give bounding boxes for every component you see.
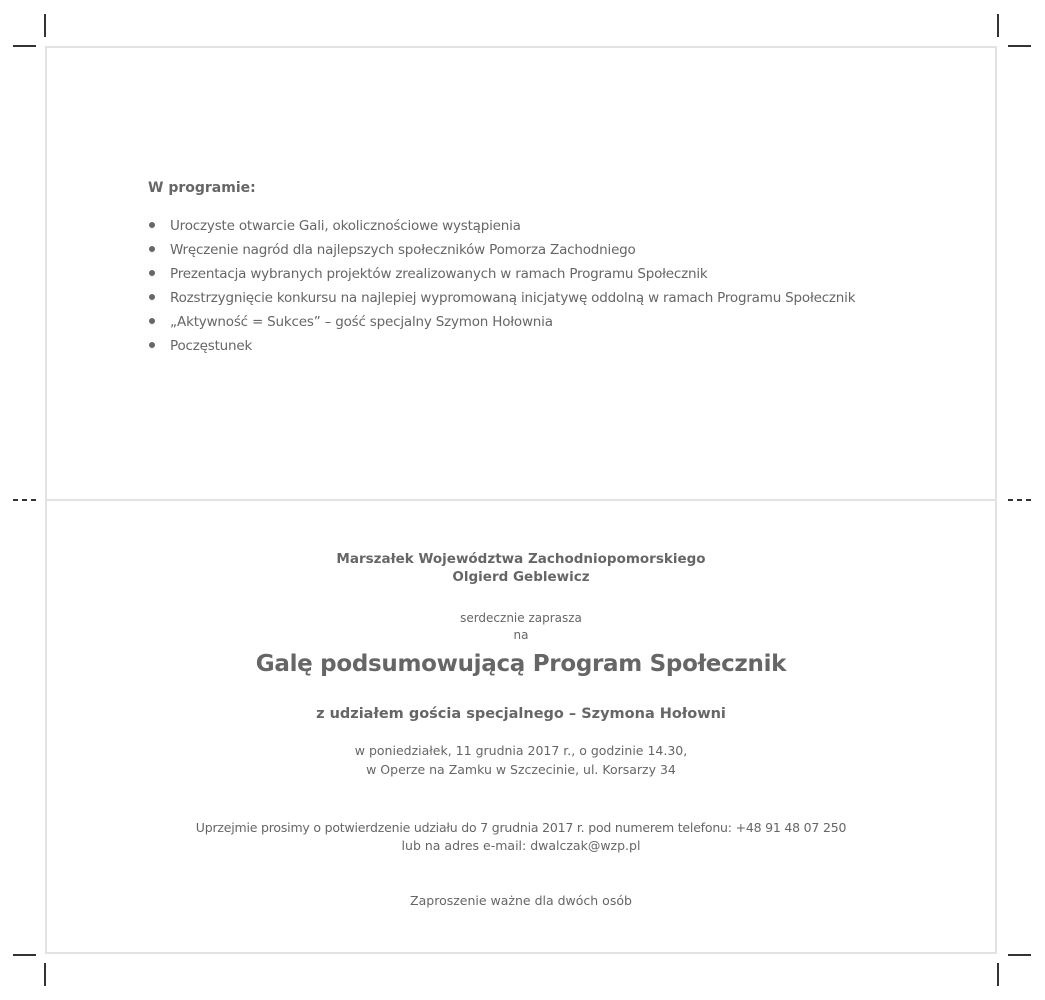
crop-mark bbox=[997, 963, 999, 986]
host-title: Marszałek Województwa Zachodniopomorskiego bbox=[336, 551, 706, 567]
rsvp-line-2: lub na adres e-mail: dwalczak@wzp.pl bbox=[401, 838, 641, 853]
list-item: „Aktywność = Sukces” – gość specjalny Szymon Hołownia bbox=[148, 310, 855, 334]
crop-mark bbox=[44, 963, 46, 986]
rsvp-line-1: Uprzejmie prosimy o potwierdzenie udziału do 7 grudnia 2017 r. pod numerem telefonu: +48 91 48 07 250 bbox=[195, 820, 847, 835]
program-heading: W programie: bbox=[148, 180, 256, 196]
valid-for: Zaproszenie ważne dla dwóch osób bbox=[410, 893, 632, 908]
place-line: w Operze na Zamku w Szczecinie, ul. Korsarzy 34 bbox=[366, 762, 676, 777]
list-item: Uroczyste otwarcie Gali, okolicznościowe wystąpienia bbox=[148, 214, 855, 238]
list-item: Prezentacja wybranych projektów zrealizowanych w ramach Programu Społecznik bbox=[148, 262, 855, 286]
host-name: Olgierd Geblewicz bbox=[452, 569, 590, 585]
crop-mark bbox=[44, 14, 46, 37]
fold-mark bbox=[1017, 499, 1022, 501]
crop-mark bbox=[997, 14, 999, 37]
list-item: Wręczenie nagród dla najlepszych społeczników Pomorza Zachodniego bbox=[148, 238, 855, 262]
program-list bbox=[148, 214, 855, 358]
fold-mark bbox=[1026, 499, 1031, 501]
bullet-icon bbox=[149, 270, 155, 276]
fold-mark bbox=[1008, 499, 1013, 501]
crop-mark bbox=[1008, 954, 1031, 956]
on-text: na bbox=[513, 628, 529, 642]
bullet-icon bbox=[149, 222, 155, 228]
crop-mark bbox=[13, 45, 36, 47]
crop-mark bbox=[13, 954, 36, 956]
list-item: Poczęstunek bbox=[148, 334, 855, 358]
fold-line bbox=[45, 499, 997, 501]
fold-mark bbox=[31, 499, 36, 501]
fold-mark bbox=[22, 499, 27, 501]
bullet-icon bbox=[149, 342, 155, 348]
date-line: w poniedziałek, 11 grudnia 2017 r., o godzinie 14.30, bbox=[354, 743, 688, 758]
bullet-icon bbox=[149, 318, 155, 324]
list-item: Rozstrzygnięcie konkursu na najlepiej wypromowaną inicjatywę oddolną w ramach Programu Społecznik bbox=[148, 286, 855, 310]
program-section bbox=[148, 180, 855, 358]
bullet-icon bbox=[149, 294, 155, 300]
bullet-icon bbox=[149, 246, 155, 252]
event-title: Galę podsumowującą Program Społecznik bbox=[255, 651, 787, 677]
crop-mark bbox=[1008, 45, 1031, 47]
guest-line: z udziałem gościa specjalnego – Szymona Hołowni bbox=[316, 706, 726, 722]
fold-mark bbox=[13, 499, 18, 501]
invites-text: serdecznie zaprasza bbox=[460, 611, 582, 625]
